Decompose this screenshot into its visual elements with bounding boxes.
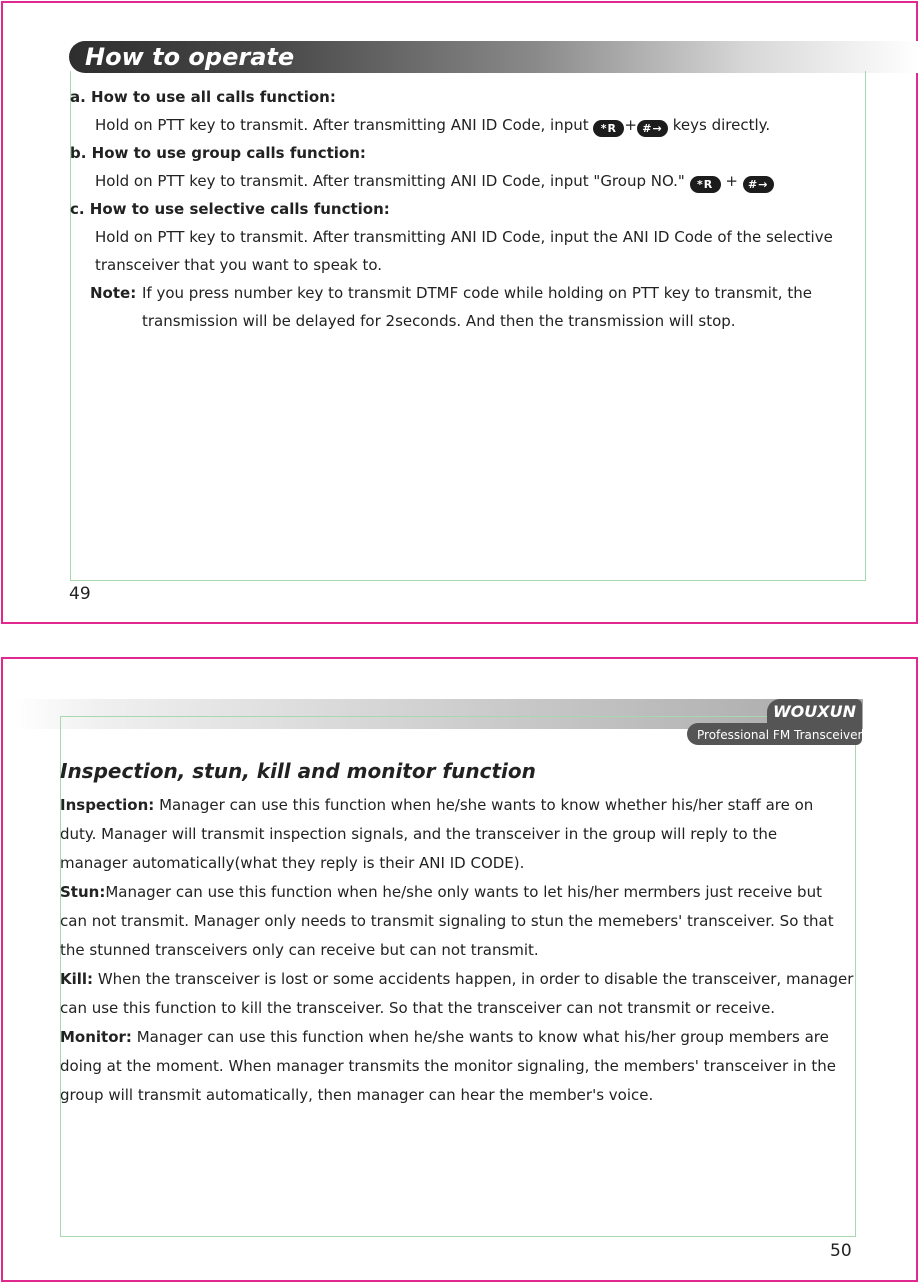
note-label: Note: — [90, 284, 137, 302]
note-line-1: If you press number key to transmit DTMF code while holding on PTT key to transmit, the — [142, 284, 812, 302]
page-49-content — [70, 83, 870, 335]
heading-group-calls: b. How to use group calls function: — [70, 144, 366, 162]
page-number: 49 — [69, 584, 91, 604]
inspection-term: Inspection: — [60, 796, 155, 814]
stun-line-3: the stunned transceivers only can receive but can not transmit. — [60, 941, 539, 959]
all-calls-text: Hold on PTT key to transmit. After transmitting ANI ID Code, input — [95, 116, 594, 134]
stun-line-1: Manager can use this function when he/she only wants to let his/her mermbers just receive but — [105, 883, 822, 901]
page-49 — [1, 1, 918, 624]
note-block — [90, 279, 870, 335]
page-title: Inspection, stun, kill and monitor function — [60, 759, 536, 783]
monitor-paragraph — [60, 1023, 860, 1110]
note-line-2: transmission will be delayed for 2seconds. And then the transmission will stop. — [142, 312, 736, 330]
page-50-content — [60, 755, 860, 1110]
star-r-key-icon: *R — [690, 176, 721, 193]
inspection-paragraph — [60, 791, 860, 878]
selective-calls-line-2: transceiver that you want to speak to. — [95, 256, 383, 274]
inspection-line-1: Manager can use this function when he/she wants to know whether his/her staff are on — [154, 796, 814, 814]
kill-line-2: can use this function to kill the transceiver. So that the transceiver can not transmit or receive. — [60, 999, 776, 1017]
wouxun-logo: WOUXUN — [773, 702, 856, 721]
stun-line-2: can not transmit. Manager only needs to transmit signaling to stun the memebers' transceiver. So that — [60, 912, 834, 930]
hash-key-icon: #→ — [637, 120, 668, 137]
group-calls-instructions — [95, 167, 870, 195]
stun-paragraph — [60, 878, 860, 965]
stun-term: Stun: — [60, 883, 106, 901]
plus-sign: + — [624, 116, 637, 134]
section-header-title: How to operate — [85, 43, 295, 71]
all-calls-instructions — [95, 111, 870, 139]
inspection-line-2: duty. Manager will transmit inspection signals, and the transceiver in the group will reply to the — [60, 825, 778, 843]
kill-line-1: When the transceiver is lost or some accidents happen, in order to disable the transceiver, manager — [93, 970, 854, 988]
heading-selective-calls: c. How to use selective calls function: — [70, 200, 390, 218]
kill-paragraph — [60, 965, 860, 1023]
page-50 — [1, 657, 918, 1282]
kill-term: Kill: — [60, 970, 94, 988]
page-number: 50 — [830, 1241, 852, 1261]
brand-badge — [687, 699, 862, 745]
selective-calls-line-1: Hold on PTT key to transmit. After transmitting ANI ID Code, input the ANI ID Code of the selective — [95, 228, 833, 246]
star-r-key-icon: *R — [593, 120, 624, 137]
hash-key-icon: #→ — [743, 176, 774, 193]
group-calls-text: Hold on PTT key to transmit. After transmitting ANI ID Code, input "Group NO." — [95, 172, 690, 190]
all-calls-text-end: keys directly. — [668, 116, 771, 134]
monitor-term: Monitor: — [60, 1028, 132, 1046]
monitor-line-1: Manager can use this function when he/she wants to know what his/her group members are — [131, 1028, 829, 1046]
inspection-line-3: manager automatically(what they reply is their ANI ID CODE). — [60, 854, 525, 872]
monitor-line-3: group will transmit automatically, then manager can hear the member's voice. — [60, 1086, 654, 1104]
monitor-line-2: doing at the moment. When manager transmits the monitor signaling, the members' transceiver in the — [60, 1057, 836, 1075]
heading-all-calls: a. How to use all calls function: — [70, 88, 336, 106]
plus-sign: + — [725, 172, 738, 190]
brand-tagline: Professional FM Transceiver — [697, 728, 863, 742]
